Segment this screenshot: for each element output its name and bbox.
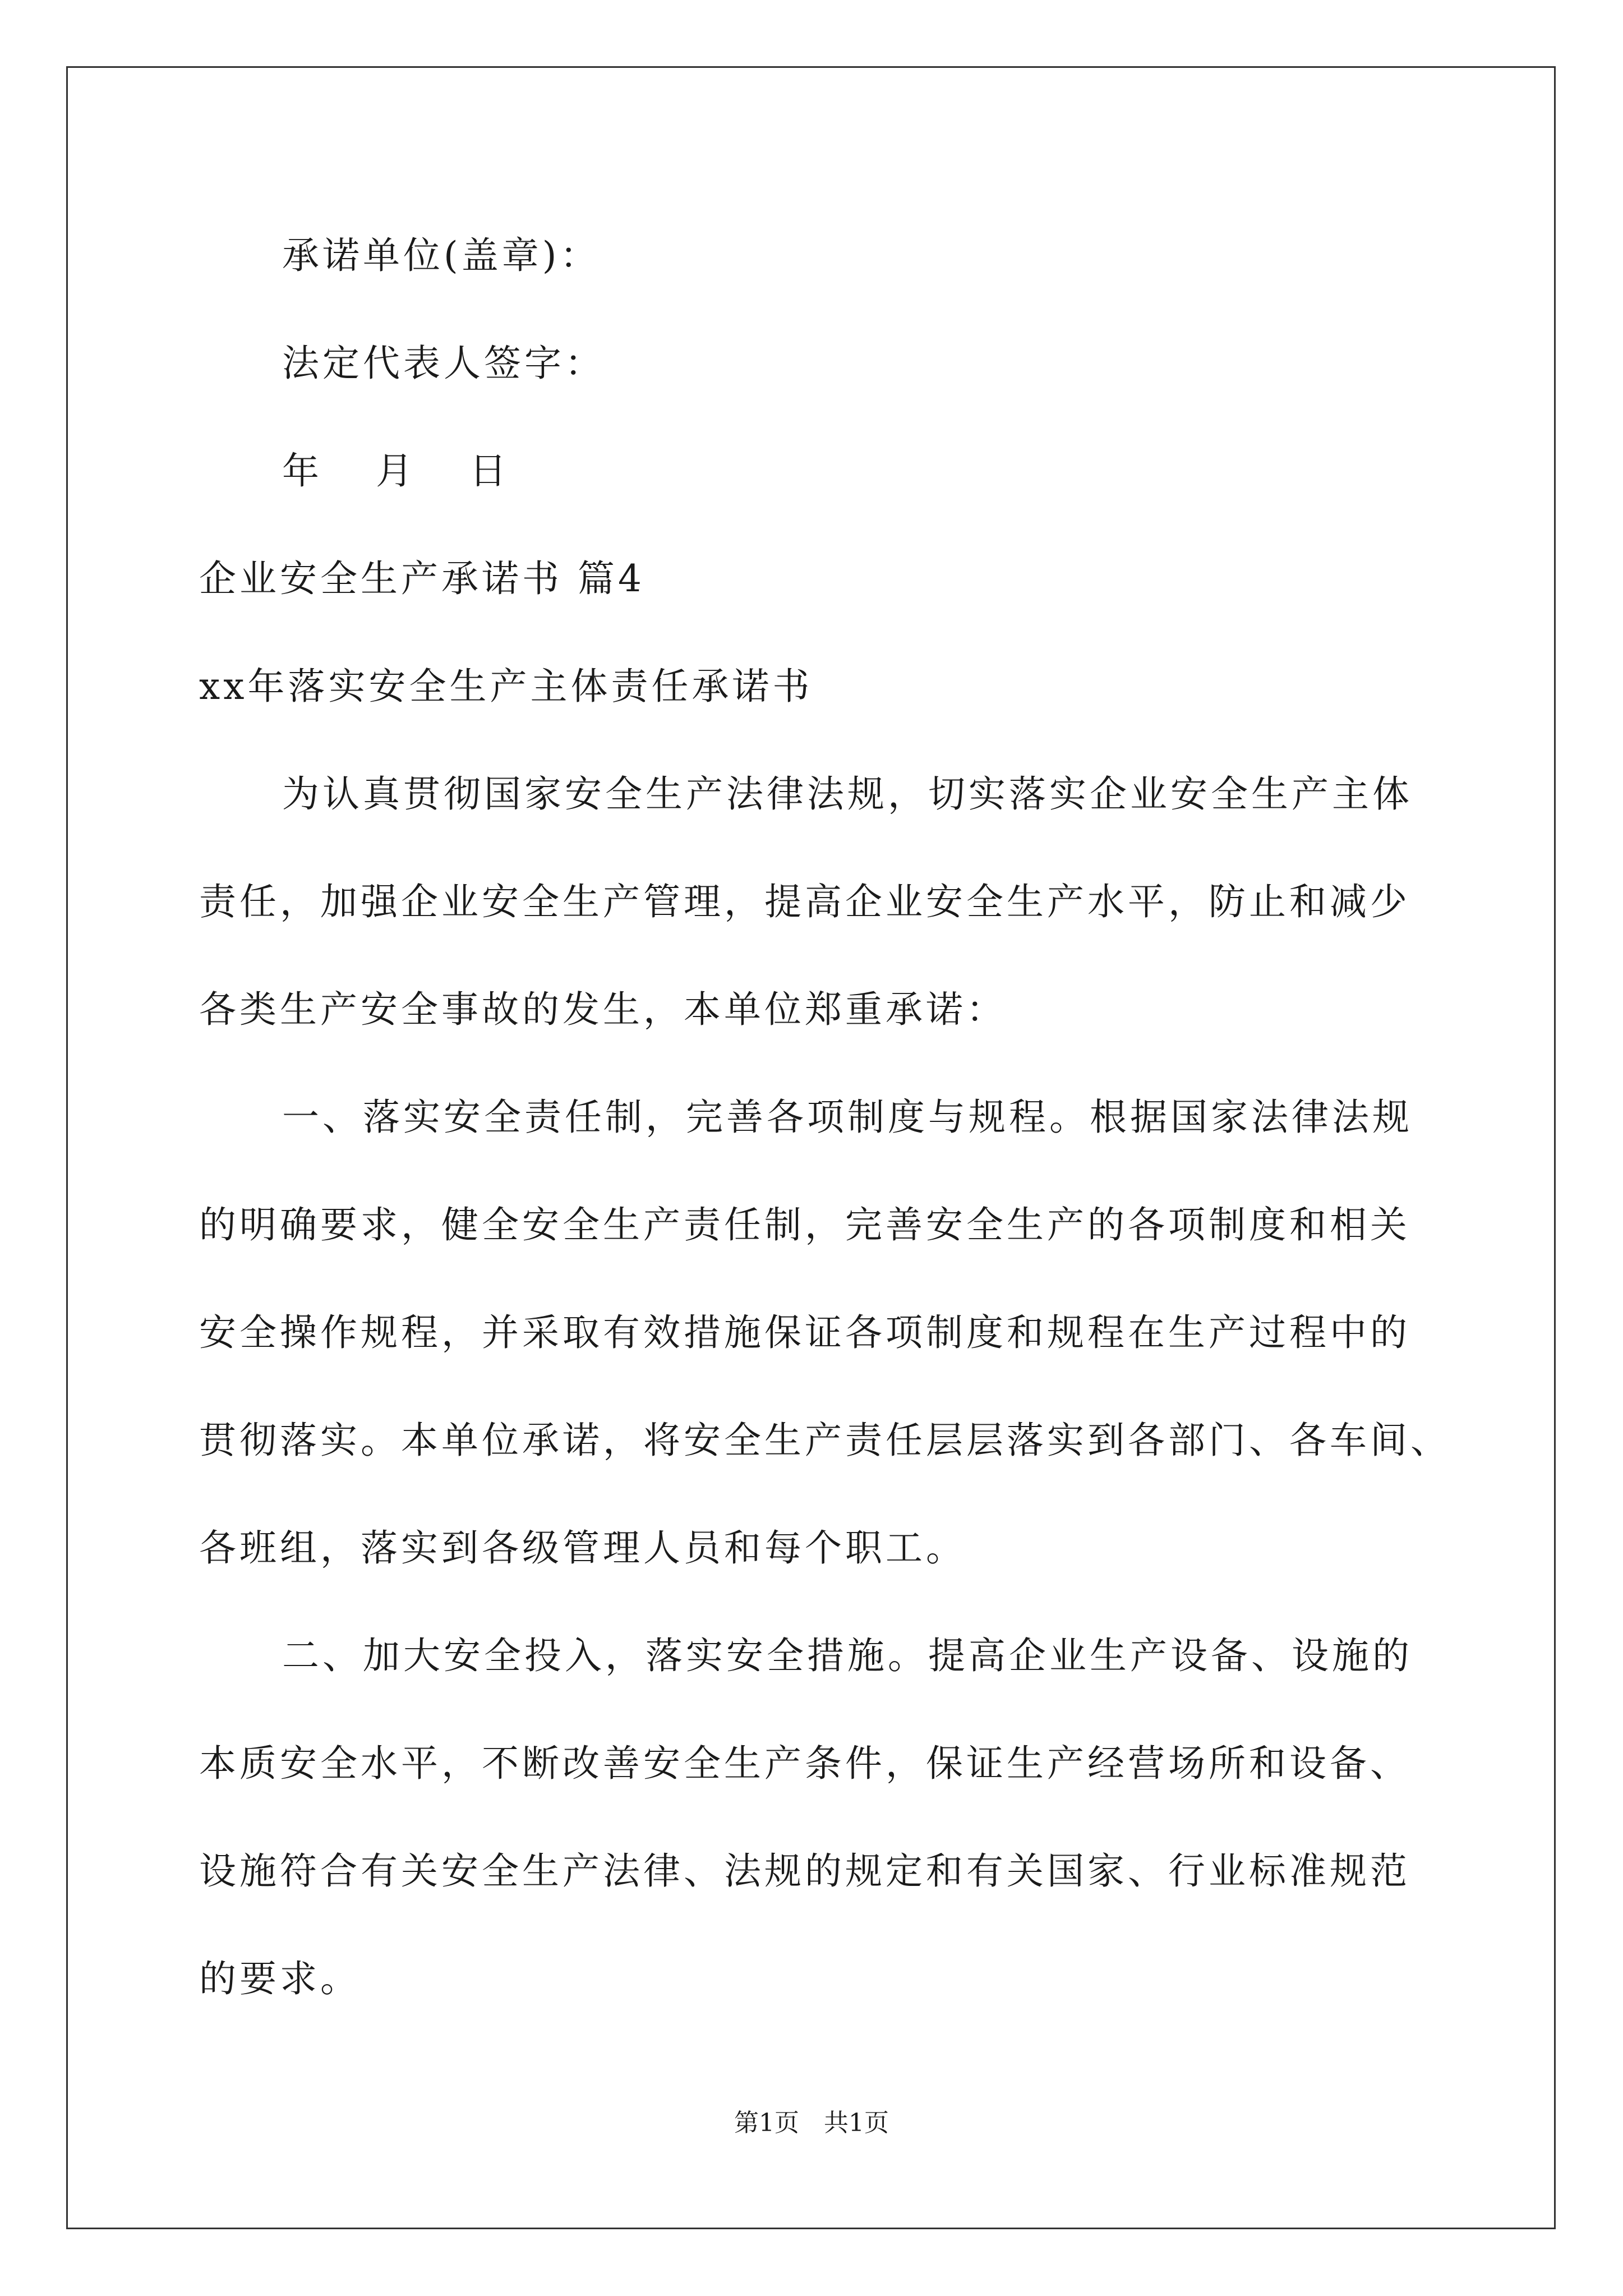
paragraph-line: 的要求。	[199, 1957, 361, 2000]
paragraph-line: 贯彻落实。本单位承诺，将安全生产责任层层落实到各部门、各车间、	[199, 1419, 1451, 1462]
paragraph-line: 各类生产安全事故的发生，本单位郑重承诺：	[199, 988, 1007, 1031]
paragraph-line: 本质安全水平，不断改善安全生产条件，保证生产经营场所和设备、	[199, 1742, 1410, 1785]
paragraph-line: 各班组，落实到各级管理人员和每个职工。	[199, 1526, 966, 1570]
date-line: 年 月 日	[282, 449, 529, 493]
paragraph-line: 责任，加强企业安全生产管理，提高企业安全生产水平，防止和减少	[199, 880, 1410, 923]
paragraph-line: 设施符合有关安全生产法律、法规的规定和有关国家、行业标准规范	[199, 1849, 1410, 1893]
page-number-footer: 第1页 共1页	[734, 2109, 889, 2137]
document-title: xx年落实安全生产主体责任承诺书	[199, 665, 813, 708]
paragraph-line: 一、落实安全责任制，完善各项制度与规程。根据国家法律法规	[282, 1096, 1413, 1139]
commitment-unit-line: 承诺单位(盖章)：	[282, 234, 601, 277]
paragraph-line: 为认真贯彻国家安全生产法律法规，切实落实企业安全生产主体	[282, 772, 1413, 816]
document-body	[199, 202, 1451, 2033]
paragraph-line: 二、加大安全投入，落实安全措施。提高企业生产设备、设施的	[282, 1634, 1413, 1677]
section-title: 企业安全生产承诺书 篇4	[199, 557, 645, 600]
legal-representative-line: 法定代表人签字：	[282, 342, 605, 385]
paragraph-line: 安全操作规程，并采取有效措施保证各项制度和规程在生产过程中的	[199, 1311, 1410, 1354]
paragraph-line: 的明确要求，健全安全生产责任制，完善安全生产的各项制度和相关	[199, 1203, 1410, 1246]
